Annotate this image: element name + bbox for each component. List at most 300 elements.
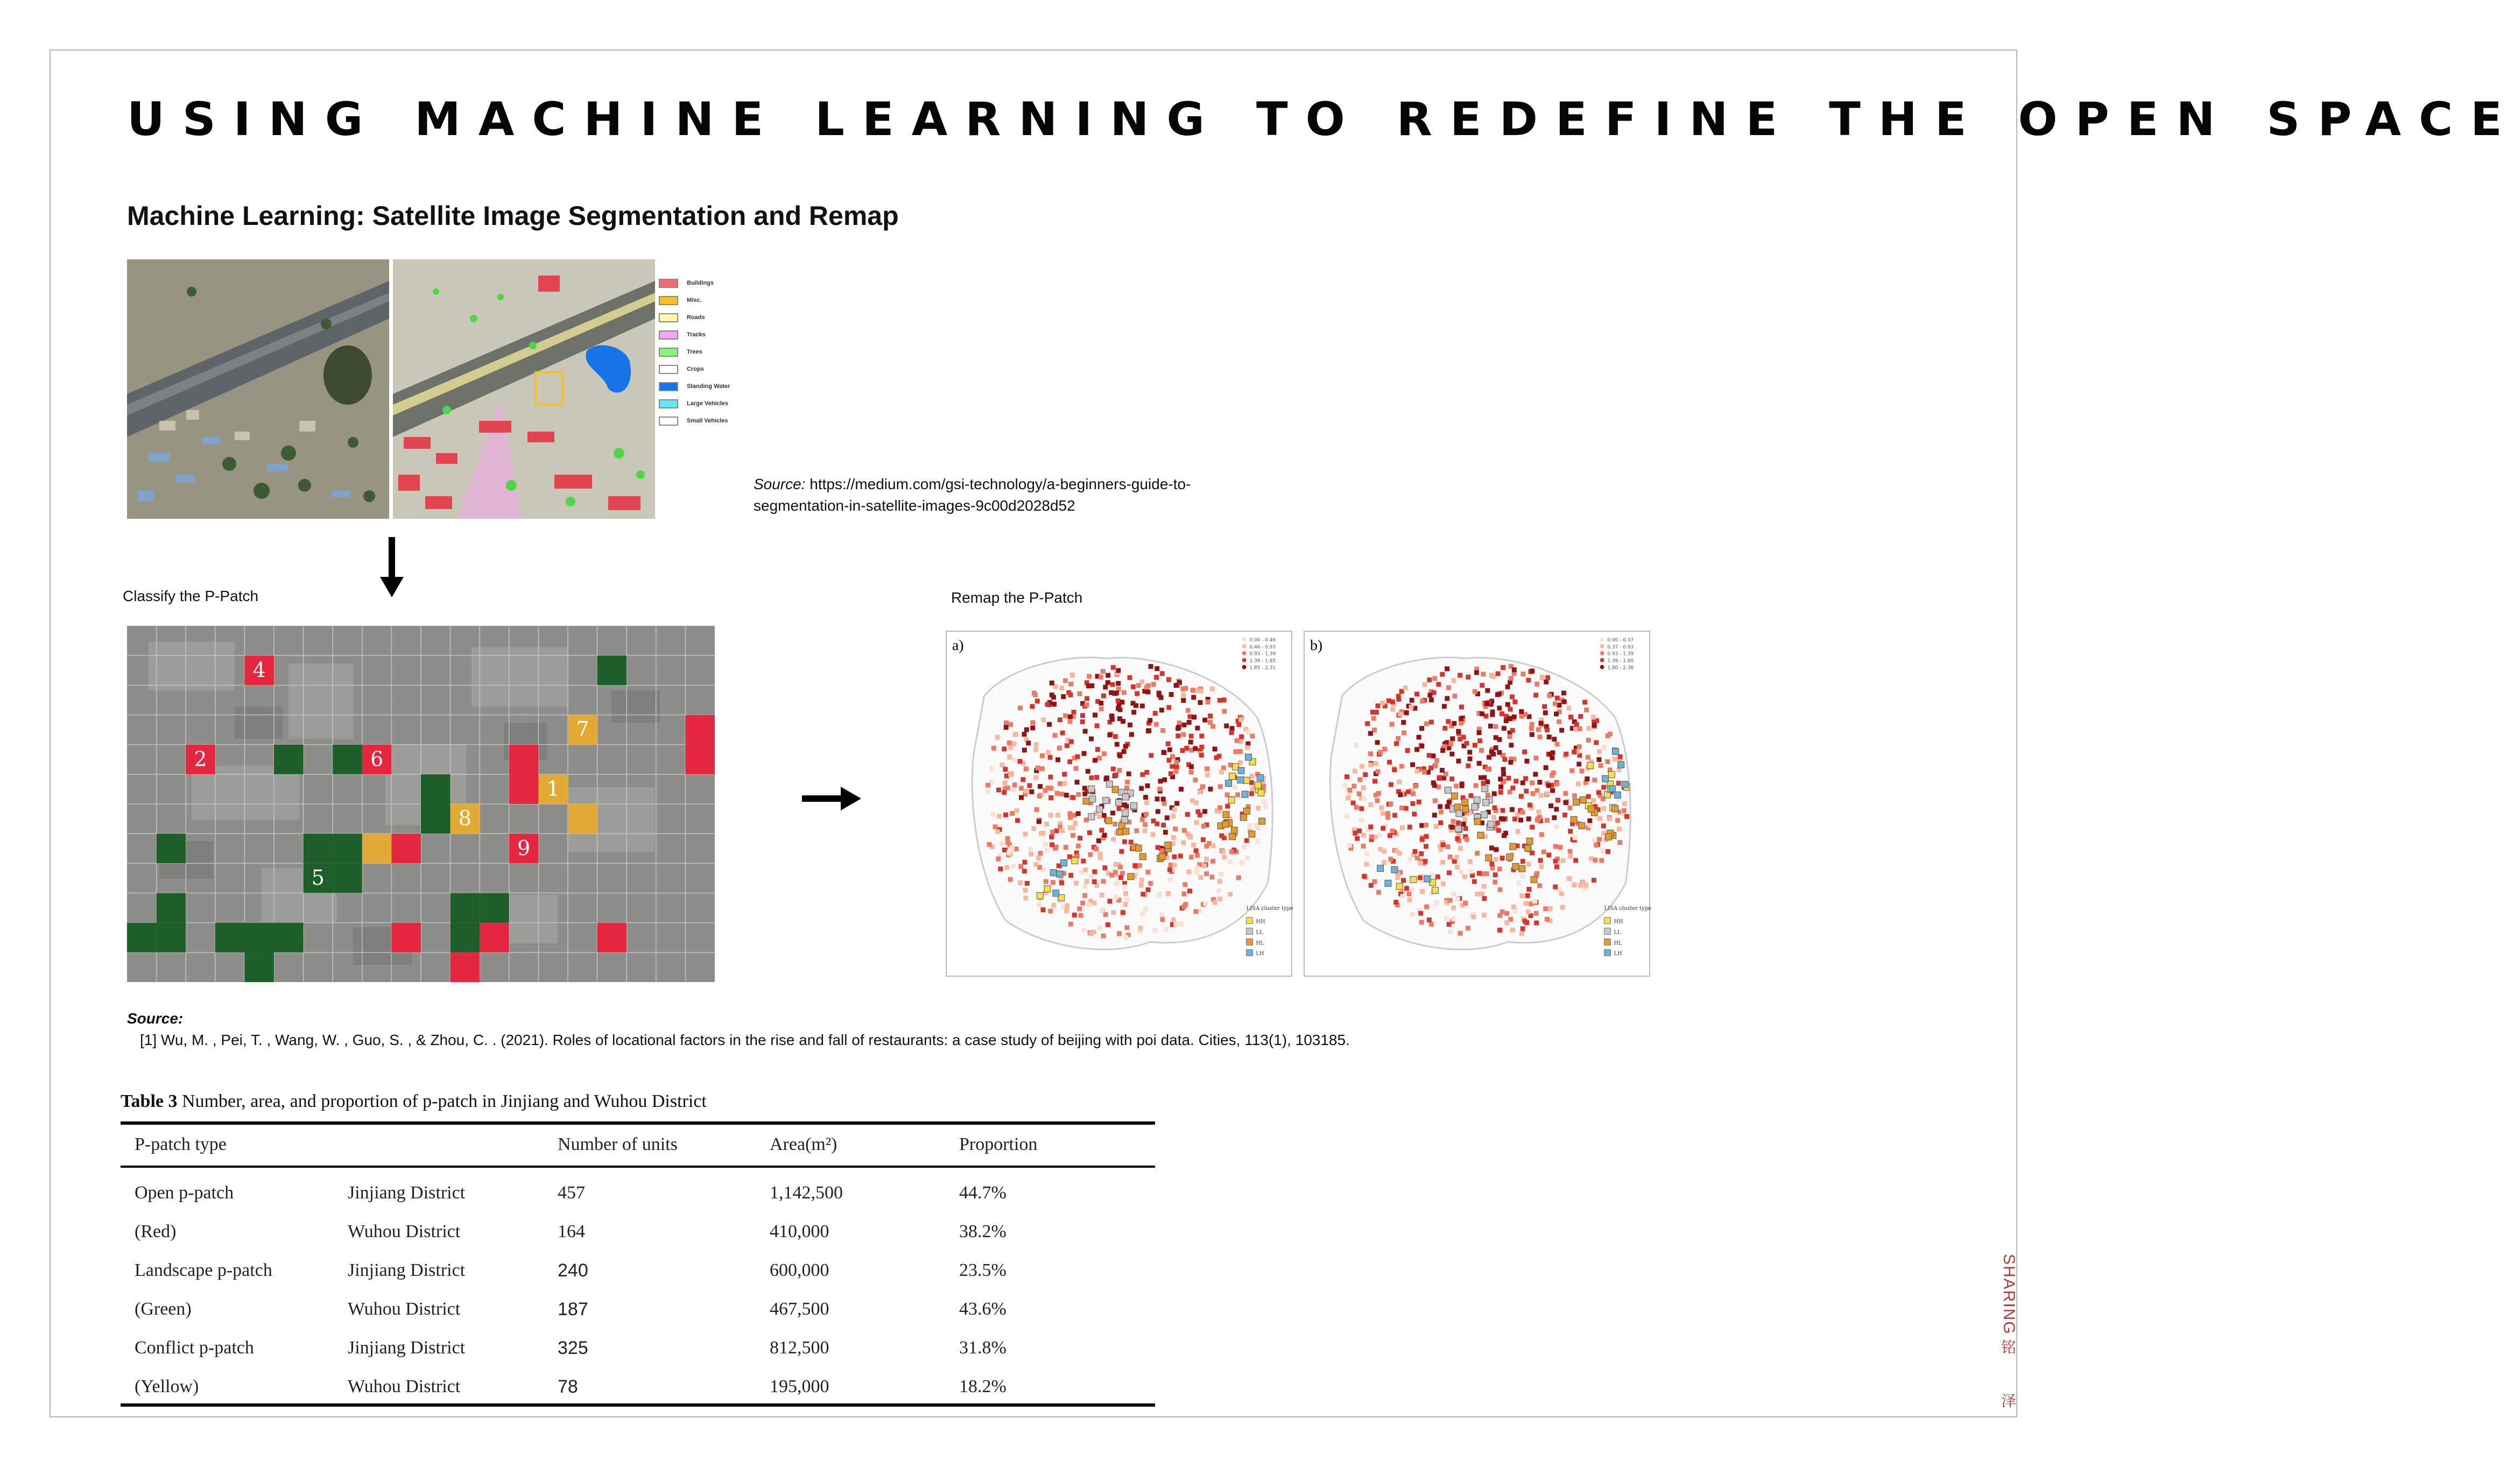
map-cell [1224, 723, 1229, 728]
map-cell [1210, 859, 1215, 864]
map-cell [1521, 926, 1525, 931]
map-cell [1427, 753, 1432, 758]
map-cell [1177, 725, 1181, 730]
map-cell [1030, 725, 1035, 730]
table-cell: 78 [558, 1377, 578, 1397]
map-cell [1552, 737, 1557, 742]
map-cell [1122, 885, 1127, 890]
map-cell [1048, 775, 1053, 780]
cluster-cell [1609, 786, 1615, 792]
map-cell [1217, 698, 1222, 703]
map-cell [1568, 715, 1573, 719]
map-cell [1099, 828, 1104, 832]
map-cell [1022, 747, 1027, 752]
map-cell [1451, 819, 1455, 824]
cluster-cell [1117, 829, 1123, 835]
map-cell [1374, 761, 1378, 766]
map-cell [1208, 714, 1213, 718]
map-cell [1250, 786, 1255, 791]
map-cell [1489, 673, 1494, 677]
map-cell [1487, 755, 1491, 760]
map-cell [1079, 913, 1083, 918]
map-cell [1110, 682, 1115, 687]
map-cell [1622, 808, 1627, 813]
map-cell [1159, 912, 1164, 917]
map-cell [1244, 838, 1249, 843]
map-cell [1210, 724, 1215, 729]
map-cell [1345, 774, 1349, 779]
cluster-cell [1165, 842, 1171, 849]
map-cell [1473, 783, 1478, 788]
map-cell [1107, 899, 1112, 904]
map-cell [1546, 783, 1551, 788]
map-cell [1035, 698, 1040, 703]
map-cell [1400, 894, 1405, 899]
map-cell [1033, 775, 1038, 780]
map-cell [1071, 795, 1075, 800]
map-cell [1140, 772, 1145, 777]
map-cell [1068, 922, 1073, 927]
map-cell [1047, 722, 1052, 727]
map-cell [1555, 798, 1560, 803]
map-cell [1447, 870, 1452, 875]
map-cell [1153, 711, 1158, 716]
map-cell [1369, 883, 1374, 888]
cluster-cell [1050, 870, 1057, 876]
map-cell [1486, 767, 1490, 772]
map-cell [1498, 887, 1503, 892]
map-cell [1411, 791, 1416, 796]
map-cell [1354, 805, 1359, 810]
map-cell [1390, 829, 1395, 834]
p-patch-cell [157, 893, 186, 923]
map-cell [1477, 730, 1482, 735]
map-cell [1616, 781, 1621, 786]
map-cell [1540, 675, 1545, 680]
legend-label: LL [1256, 929, 1263, 936]
map-cell [1179, 787, 1184, 792]
map-cell [1342, 783, 1347, 788]
map-cell [1479, 775, 1483, 780]
map-cell [1516, 880, 1521, 885]
map-cell [1393, 900, 1398, 905]
map-cell [1559, 891, 1564, 896]
map-cell [987, 842, 992, 847]
map-cell [1523, 901, 1528, 906]
cluster-cell [1255, 782, 1261, 788]
map-cell [1019, 786, 1024, 791]
map-cell [1082, 893, 1087, 898]
map-cell [1050, 681, 1054, 686]
map-cell [1606, 733, 1610, 738]
table-cell: 43.6% [959, 1299, 1006, 1319]
map-cell [1182, 882, 1187, 887]
legend-label: Buildings [687, 280, 714, 286]
map-cell [1109, 714, 1114, 718]
map-cell [1572, 883, 1576, 887]
cluster-cell [1243, 808, 1250, 814]
cluster-cell [1474, 818, 1481, 825]
legend-swatch [659, 382, 678, 391]
map-cell [1390, 722, 1395, 727]
map-cell [1584, 708, 1589, 712]
map-cell [1068, 873, 1073, 878]
map-cell [1397, 780, 1402, 785]
map-cell [1040, 766, 1045, 771]
map-cell [1192, 715, 1196, 719]
map-cell [1568, 829, 1573, 834]
map-cell [999, 763, 1004, 767]
map-cell [1093, 758, 1097, 763]
map-cell [1071, 825, 1075, 830]
cluster-cell [1241, 814, 1247, 821]
map-cell [1404, 806, 1409, 811]
map-cell [1586, 755, 1590, 760]
map-cell [1082, 751, 1087, 756]
map-cell [1110, 810, 1115, 815]
map-cell [1563, 800, 1568, 805]
map-cell [1096, 838, 1101, 843]
map-cell [1173, 922, 1178, 927]
map-cell [1113, 734, 1118, 739]
map-cell [1407, 898, 1412, 902]
legend-item [659, 309, 730, 326]
table-cell: 812,500 [770, 1338, 829, 1358]
legend-label: LL [1614, 929, 1621, 936]
map-cell [1187, 720, 1192, 725]
map-cell [1569, 768, 1574, 773]
cluster-cell [1396, 883, 1403, 890]
map-cell [1576, 781, 1581, 786]
map-cell [1355, 836, 1360, 841]
map-cell [1250, 733, 1255, 738]
map-cell [996, 787, 1001, 792]
map-cell [1357, 792, 1362, 796]
cluster-cell [1222, 821, 1229, 828]
map-cell [1002, 848, 1007, 852]
map-cell [1460, 784, 1465, 788]
map-cell [1122, 749, 1127, 754]
map-cell [1429, 922, 1434, 927]
map-cell [1462, 817, 1467, 822]
map-cell [1199, 689, 1203, 694]
map-cell [1596, 757, 1601, 762]
scale-dot [1242, 651, 1247, 655]
map-cell [1171, 835, 1176, 840]
map-cell [1162, 750, 1166, 755]
map-cell [1521, 780, 1525, 785]
p-patch-cell [244, 952, 274, 982]
map-cell [1521, 873, 1525, 878]
map-cell [1454, 784, 1459, 788]
map-cell [1500, 808, 1505, 813]
map-cell [1396, 736, 1400, 741]
map-cell [1497, 928, 1502, 933]
map-cell [1502, 833, 1507, 838]
map-cell [1113, 822, 1117, 827]
map-cell [1435, 874, 1440, 879]
p-patch-cell [568, 715, 597, 745]
map-cell [1458, 931, 1463, 936]
map-cell [1399, 764, 1404, 768]
map-cell [1507, 716, 1512, 721]
source-note-1 [754, 474, 1259, 517]
map-cell [1562, 700, 1567, 704]
scale-label: 0.37 - 0.93 [1607, 644, 1634, 650]
map-cell [1554, 781, 1559, 786]
map-cell [1398, 712, 1403, 717]
map-cell [1187, 888, 1192, 893]
cluster-cell [1088, 814, 1095, 820]
map-cell [1369, 835, 1374, 839]
map-cell [1561, 690, 1566, 695]
table-number: Table 3 [121, 1091, 178, 1111]
table-caption-text: Number, area, and proportion of p-patch in Jinjiang and Wuhou District [177, 1091, 707, 1111]
map-cell [1497, 913, 1502, 918]
cluster-legend [1604, 906, 1652, 957]
map-cell [1048, 795, 1053, 800]
map-cell [1198, 700, 1203, 705]
map-cell [1433, 799, 1438, 803]
map-cell [1229, 730, 1234, 735]
map-cell [1494, 724, 1498, 729]
map-cell [1526, 909, 1531, 914]
map-cell [1375, 798, 1379, 803]
cluster-cell [1229, 834, 1236, 840]
legend-label: Small Vehicles [687, 418, 728, 424]
cluster-cell [1474, 797, 1480, 803]
map-cell [1537, 780, 1542, 785]
map-cell [1161, 796, 1166, 801]
map-cell [1085, 702, 1089, 707]
map-cell [1495, 692, 1500, 697]
map-cell [1174, 760, 1179, 765]
map-cell [1455, 836, 1460, 841]
map-cell [1037, 794, 1042, 799]
map-cell [1094, 846, 1099, 851]
cluster-cell [1472, 804, 1478, 810]
map-cell [1092, 930, 1096, 935]
p-patch-cell [391, 834, 421, 863]
map-cell [1115, 742, 1120, 747]
scale-label: 0.93 - 1.39 [1249, 651, 1276, 657]
map-cell [989, 766, 994, 771]
map-cell [1563, 791, 1568, 796]
cluster-cell [1573, 799, 1580, 806]
map-cell [1151, 832, 1156, 837]
map-cell [1555, 742, 1560, 746]
map-cell [1225, 804, 1230, 809]
map-cell [1103, 912, 1108, 917]
map-cell [1117, 753, 1122, 758]
scale-dot [1600, 651, 1604, 655]
map-cell [1526, 816, 1531, 821]
map-cell [1092, 870, 1097, 874]
scale-dot [1242, 644, 1247, 648]
map-cell [1359, 806, 1364, 811]
map-cell [1458, 737, 1462, 742]
map-cell [1086, 683, 1091, 688]
map-cell [1146, 887, 1151, 892]
map-cell [1489, 862, 1494, 866]
map-cell [1199, 753, 1204, 758]
map-cell [1477, 871, 1482, 876]
map-cell [1117, 707, 1122, 712]
map-cell [1213, 747, 1217, 752]
map-cell [1419, 823, 1424, 828]
map-cell [1502, 757, 1507, 762]
map-cell [1398, 792, 1403, 797]
map-cell [993, 824, 998, 829]
cluster-cell [1445, 787, 1451, 793]
table-cell: 467,500 [770, 1299, 829, 1319]
p-patch-cell [333, 863, 362, 893]
map-cell [1114, 895, 1119, 900]
map-cell [991, 746, 996, 751]
cluster-cell [1089, 796, 1096, 802]
map-cell [1097, 814, 1102, 819]
map-cell [1074, 766, 1079, 771]
map-cell [1432, 676, 1437, 681]
map-cell [1219, 770, 1224, 774]
map-cell [1079, 870, 1083, 874]
map-cell [1022, 732, 1026, 737]
cluster-cell [1159, 853, 1165, 860]
map-cell [1046, 750, 1051, 755]
map-cell [1559, 728, 1564, 733]
map-cell [1504, 911, 1509, 916]
map-cell [1188, 740, 1193, 745]
map-cell [1505, 702, 1510, 707]
map-cell [1530, 780, 1534, 785]
map-cell [1080, 901, 1085, 906]
map-cell [1406, 892, 1411, 897]
p-patch-number: 9 [517, 836, 531, 860]
map-cell [1174, 769, 1179, 774]
p-patch-cell [450, 804, 480, 834]
map-cell [1089, 775, 1094, 780]
map-cell [1456, 759, 1461, 764]
scale-dot [1600, 658, 1604, 662]
cluster-cell [1231, 827, 1237, 834]
map-cell [1418, 876, 1423, 880]
p-patch-cell [597, 655, 627, 685]
map-cell [1554, 711, 1559, 716]
map-cell [1374, 710, 1379, 715]
map-cell [1418, 861, 1423, 866]
map-cell [1468, 859, 1473, 864]
table-cell: Landscape p-patch [135, 1260, 272, 1280]
map-cell [1004, 721, 1009, 725]
map-cell [1496, 671, 1501, 676]
cluster-cell [1116, 800, 1122, 806]
table-cell: 325 [558, 1338, 588, 1358]
table-rule-bottom [121, 1403, 1155, 1407]
legend-item [659, 361, 730, 378]
map-cell [1134, 828, 1139, 833]
map-cell [1099, 675, 1103, 680]
map-cell [1440, 672, 1445, 677]
map-cell [1055, 813, 1060, 817]
map-cell [1454, 855, 1459, 860]
map-cell [1210, 843, 1215, 848]
p-patch-number: 7 [576, 717, 589, 742]
cluster-cell [1410, 876, 1417, 883]
map-cell [1456, 729, 1461, 734]
map-cell [1204, 844, 1209, 849]
source-url[interactable]: https://medium.com/gsi-technology/a-beginners-guide-to-segmentation-in-satellite-images-9c00d2028d52 [754, 476, 1191, 514]
map-cell [1419, 726, 1424, 731]
map-cell [1048, 813, 1053, 817]
map-cell [1198, 789, 1202, 794]
cluster-cell [1121, 817, 1128, 823]
map-cell [1159, 708, 1164, 712]
cluster-cell [1488, 821, 1494, 828]
cluster-cell [1507, 854, 1513, 860]
map-cell [1017, 759, 1022, 764]
map-cell [1523, 919, 1528, 923]
map-cell [1492, 806, 1497, 810]
map-cell [1534, 682, 1539, 687]
map-cell [1003, 813, 1008, 817]
table-caption [121, 1091, 707, 1112]
map-cell [1526, 887, 1531, 892]
scale-label: 1.85 - 2.31 [1249, 665, 1276, 671]
map-cell [1189, 855, 1194, 859]
segmentation-image [393, 259, 655, 519]
map-cell [1381, 826, 1385, 831]
map-cell [1364, 862, 1369, 867]
scale-label: 0.93 - 1.39 [1607, 651, 1634, 657]
cluster-cell [1454, 804, 1461, 810]
map-cell [1510, 728, 1515, 733]
map-cell [1059, 792, 1064, 796]
map-cell [1233, 785, 1237, 789]
map-cell [1577, 744, 1582, 749]
map-cell [1572, 793, 1577, 798]
map-cell [1606, 849, 1610, 854]
map-cell [1451, 916, 1456, 921]
p-patch-cell [333, 834, 362, 863]
map-cell [1501, 665, 1505, 670]
map-cell [1432, 813, 1437, 817]
map-cell [1407, 825, 1412, 830]
map-cell [995, 735, 1000, 740]
map-cell [1189, 733, 1194, 738]
map-cell [1168, 877, 1173, 882]
cluster-cell [1259, 818, 1265, 824]
map-cell [1568, 806, 1573, 810]
map-cell [1538, 858, 1543, 863]
map-cell [1555, 696, 1560, 701]
map-cell [1018, 880, 1023, 885]
map-cell [1484, 701, 1489, 706]
map-cell [1481, 781, 1486, 786]
map-cell [1440, 748, 1445, 753]
satellite-image [127, 259, 389, 519]
map-cell [1412, 849, 1417, 854]
table-cell: 187 [558, 1299, 588, 1319]
map-cell [1545, 917, 1550, 922]
map-cell [1024, 766, 1029, 771]
map-cell [1452, 678, 1456, 683]
map-cell [1106, 680, 1110, 685]
map-cell [1239, 735, 1244, 739]
table-cell: 457 [558, 1183, 585, 1203]
map-cell [1134, 703, 1138, 708]
table-header: Area(m²) [770, 1134, 837, 1154]
map-cell [1069, 739, 1074, 744]
